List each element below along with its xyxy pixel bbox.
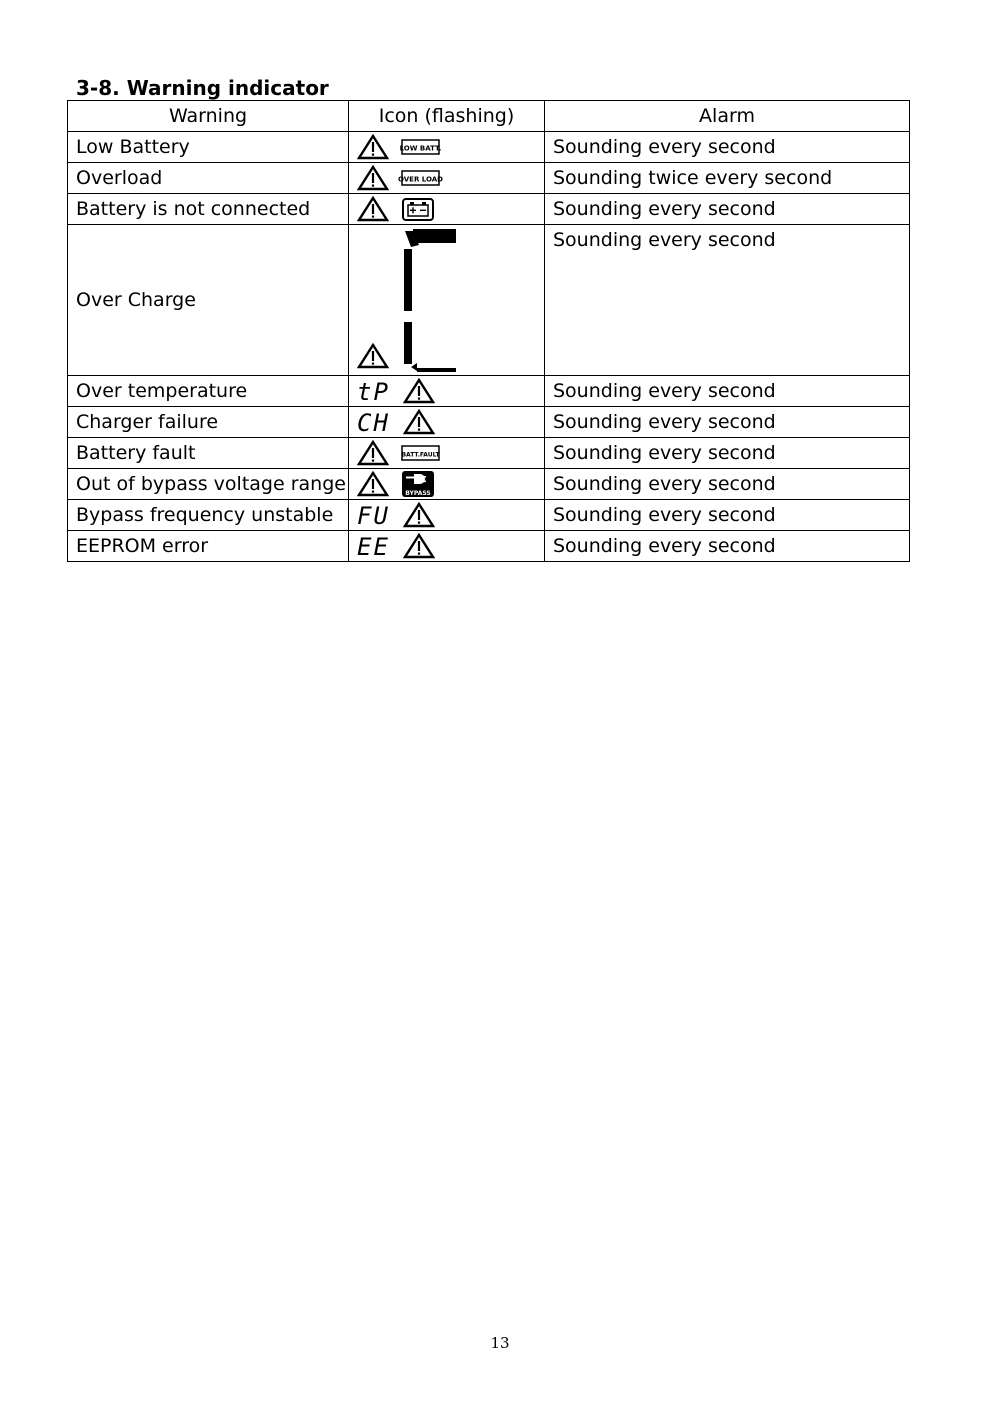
table-header-row <box>68 101 910 132</box>
svg-text:BATT.FAULT: BATT.FAULT <box>401 451 440 459</box>
warning-cell: Overload <box>68 163 349 194</box>
segment-CH-icon <box>357 409 391 437</box>
warning-triangle-icon <box>403 409 435 435</box>
table-row <box>68 163 910 194</box>
svg-text:BYPASS: BYPASS <box>405 490 431 497</box>
icon-cell <box>349 469 545 500</box>
warning-cell: Battery fault <box>68 438 349 469</box>
warning-cell: Charger failure <box>68 407 349 438</box>
alarm-cell: Sounding every second <box>545 407 910 438</box>
table-row <box>68 407 910 438</box>
table-row <box>68 132 910 163</box>
alarm-cell: Sounding twice every second <box>545 163 910 194</box>
warning-indicator-table <box>67 100 910 562</box>
svg-text:EE: EE <box>357 533 390 561</box>
warning-cell: Battery is not connected <box>68 194 349 225</box>
icon-cell <box>349 225 545 376</box>
svg-text:CH: CH <box>357 409 390 437</box>
table-row <box>68 469 910 500</box>
batt-fault-badge-icon <box>401 444 441 462</box>
alarm-cell: Sounding every second <box>545 438 910 469</box>
warning-cell: EEPROM error <box>68 531 349 562</box>
warning-cell: Out of bypass voltage range <box>68 469 349 500</box>
alarm-cell: Sounding every second <box>545 376 910 407</box>
icon-cell <box>349 500 545 531</box>
section-title: 3-8. Warning indicator <box>76 76 329 100</box>
table-row <box>68 438 910 469</box>
warning-cell: Over temperature <box>68 376 349 407</box>
table-row <box>68 194 910 225</box>
warning-triangle-icon <box>357 440 389 466</box>
alarm-cell: Sounding every second <box>545 225 910 376</box>
header-icon: Icon (flashing) <box>349 101 545 132</box>
battery-bar-segments-icon <box>404 229 456 372</box>
warning-triangle-icon <box>403 502 435 528</box>
table-row <box>68 500 910 531</box>
svg-text:OVER LOAD: OVER LOAD <box>398 175 443 184</box>
header-warning: Warning <box>68 101 349 132</box>
warning-triangle-icon <box>357 471 389 497</box>
svg-text:FU: FU <box>357 502 390 530</box>
table-row <box>68 531 910 562</box>
page-number: 13 <box>490 1334 510 1352</box>
warning-cell: Bypass frequency unstable <box>68 500 349 531</box>
alarm-cell: Sounding every second <box>545 469 910 500</box>
over-load-badge-icon <box>398 169 443 187</box>
header-alarm: Alarm <box>545 101 910 132</box>
warning-triangle-icon <box>403 533 435 559</box>
table-row <box>68 225 910 376</box>
icon-cell <box>349 438 545 469</box>
icon-cell <box>349 132 545 163</box>
alarm-cell: Sounding every second <box>545 531 910 562</box>
segment-FU-icon <box>357 502 391 530</box>
warning-triangle-icon <box>357 165 389 191</box>
warning-triangle-icon <box>403 378 435 404</box>
warning-cell: Low Battery <box>68 132 349 163</box>
battery-icon <box>401 196 435 222</box>
warning-cell: Over Charge <box>68 225 349 376</box>
segment-EE-icon <box>357 533 391 561</box>
alarm-cell: Sounding every second <box>545 132 910 163</box>
warning-triangle-icon <box>359 345 387 367</box>
alarm-cell: Sounding every second <box>545 194 910 225</box>
icon-cell <box>349 407 545 438</box>
low-batt-badge-icon <box>401 138 441 156</box>
icon-cell <box>349 194 545 225</box>
warning-triangle-icon <box>357 134 389 160</box>
table-row <box>68 376 910 407</box>
warning-triangle-icon <box>357 196 389 222</box>
svg-text:LOW BATT.: LOW BATT. <box>399 144 442 153</box>
segment-tP-icon <box>357 378 391 406</box>
icon-cell <box>349 531 545 562</box>
icon-cell <box>349 376 545 407</box>
alarm-cell: Sounding every second <box>545 500 910 531</box>
icon-cell <box>349 163 545 194</box>
svg-text:tP: tP <box>357 378 390 406</box>
bypass-plug-icon <box>401 470 435 498</box>
